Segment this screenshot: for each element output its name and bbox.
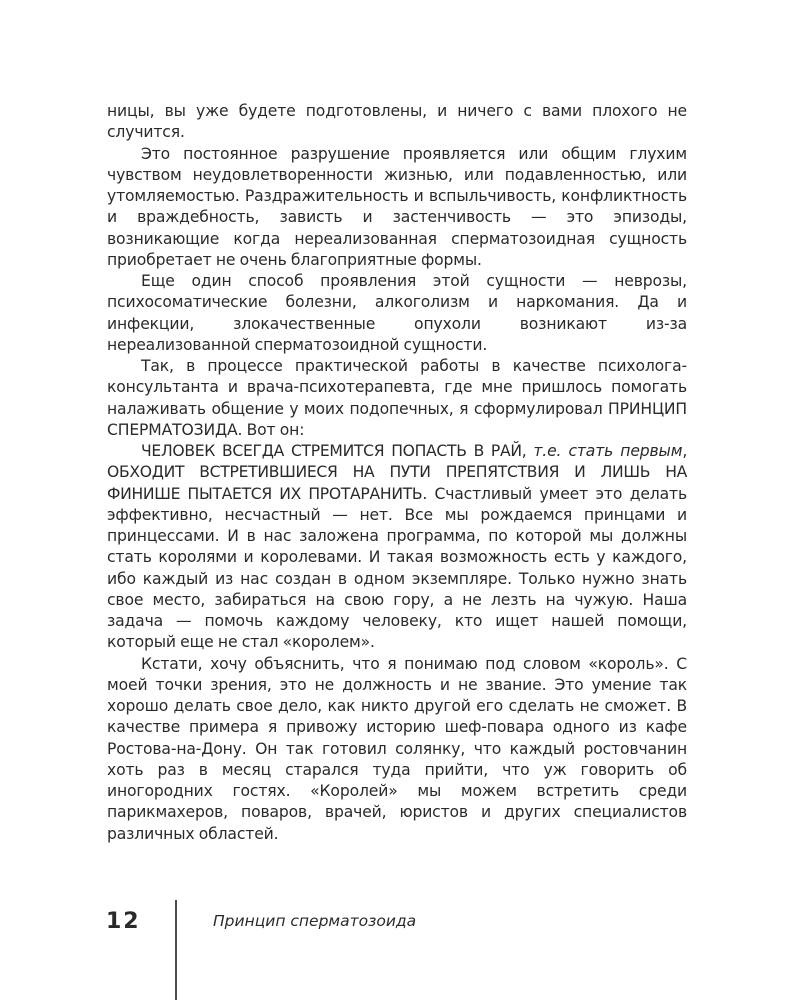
emphasis-text: т.е. стать первым [533,442,683,460]
paragraph [107,271,687,356]
running-title: Принцип сперматозоида [213,912,417,930]
paragraph-text: Еще один способ проявления этой сущности — неврозы, психосоматические болезни, алкоголизм и наркомания. Да и инфекции, злокачественные опухоли возникают из-за нереализованной сперматозоидной сущности. [107,272,687,354]
paragraph [107,441,687,654]
paragraph [107,654,687,845]
paragraph-text: Кстати, хочу объяснить, что я понимаю под словом «король». С моей точки зрения, это не должность и не звание. Это умение так хорошо делать свое дело, как никто другой его сделать не сможет. В качестве примера я привожу историю шеф-повара одного из кафе Ростова-на-Дону. Он так готовил солянку, что каждый ростовчанин хоть раз в месяц старался туда прийти, что уж говорить об иногородних гостях. «Королей» мы можем встретить среди парикмахеров, поваров, врачей, юристов и других специалистов различных областей. [107,654,687,843]
principle-text: , ОБХОДИТ ВСТРЕТИВШИЕСЯ НА ПУТИ ПРЕПЯТСТВИЯ И ЛИШЬ НА ФИНИШЕ ПЫТАЕТСЯ ИХ ПРОТАРАНИТЬ. [107,442,687,503]
paragraph-text: Так, в процессе практической работы в качестве психолога-консультанта и врача-психотерапевта, где мне пришлось помогать налаживать общение у моих подопечных, я сформулировал ПРИНЦИП СПЕРМАТОЗИДА. Вот он: [107,357,687,439]
paragraph-text: Это постоянное разрушение проявляется или общим глухим чувством неудовлетворенности жизнью, или подавленностью, или утомляемостью. Раздражительность и вспыльчивость, конфликтность и враждебность, зависть и застенчивость — это эпизоды, возникающие когда нереализованная сперматозоидная сущность приобретает не очень благоприятные формы. [107,144,687,269]
footer-divider [175,900,177,1000]
paragraph-text: Счастливый умеет это делать эффективно, несчастный — нет. Все мы рождаемся принцами и принцессами. И в нас заложена программа, по которой мы должны стать королями и королевами. И такая возможность есть у каждого, ибо каждый из нас создан в одном экземпляре. Только нужно знать свое место, забираться на свою гору, а не лезть на чужую. Наша задача — помочь каждому человеку, кто ищет нашей помощи, который еще не стал «королем». [107,484,687,652]
paragraph [107,356,687,441]
principle-text: ЧЕЛОВЕК ВСЕГДА СТРЕМИТСЯ ПОПАСТЬ В РАЙ, [141,442,534,460]
page-number: 12 [106,909,141,934]
body-text [107,101,687,845]
page-footer [0,900,800,1000]
paragraph [107,101,687,144]
paragraph [107,144,687,272]
paragraph-text: ницы, вы уже будете подготовлены, и ничего с вами плохого не случится. [107,102,687,142]
